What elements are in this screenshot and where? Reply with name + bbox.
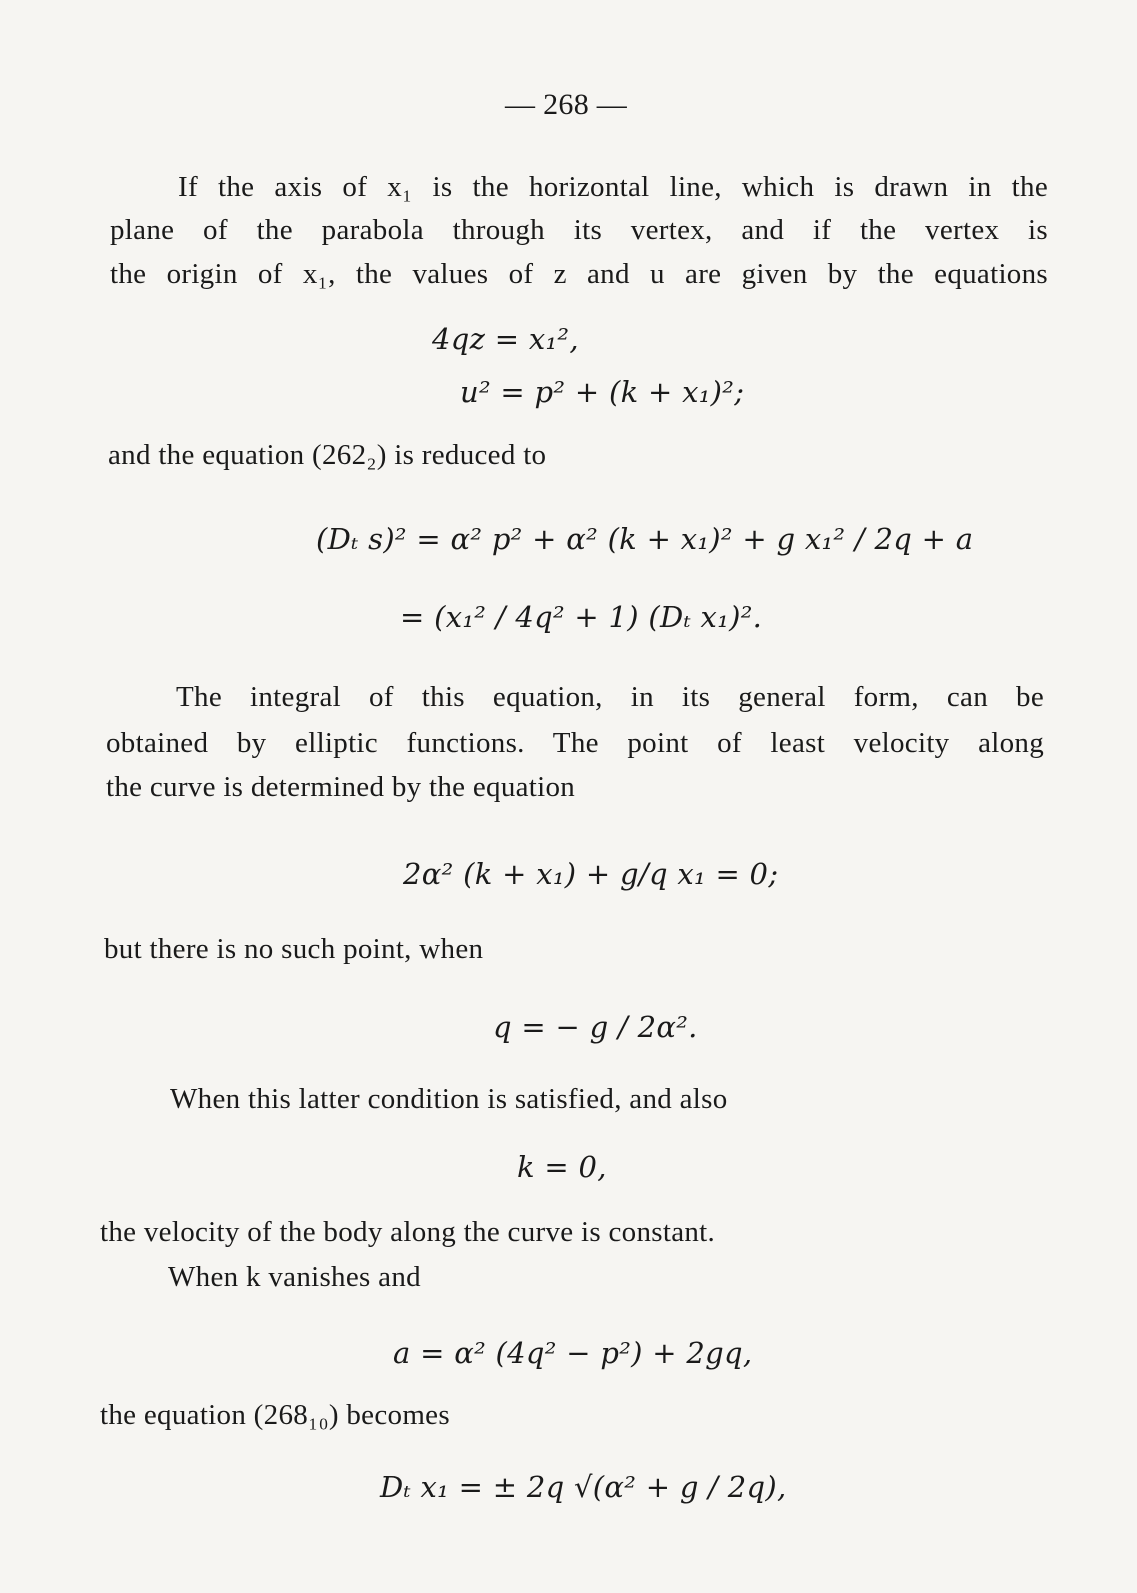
equation: (Dₜ s)² = α² p² + α² (k + x₁)² + g x₁² / 2q + a (316, 522, 974, 556)
equation: q = − g / 2α². (493, 1010, 698, 1044)
equation: = (x₁² / 4q² + 1) (Dₜ x₁)². (400, 600, 763, 634)
equation: Dₜ x₁ = ± 2q √(α² + g / 2q), (380, 1470, 787, 1504)
paragraph-line: the curve is determined by the equation (106, 771, 576, 803)
paragraph-line: obtained by elliptic functions. The point of least velocity along (106, 727, 1044, 759)
paragraph-line: and the equation (262₂) is reduced to (108, 439, 547, 471)
page-number: — 268 — (505, 88, 628, 121)
paragraph-line: the equation (268₁₀) becomes (100, 1399, 450, 1431)
equation: 4qz = x₁², (432, 322, 579, 356)
paragraph-line: When k vanishes and (168, 1261, 421, 1293)
equation: 2α² (k + x₁) + g/q x₁ = 0; (403, 857, 779, 891)
paragraph-line: but there is no such point, when (104, 933, 484, 965)
paragraph-line: the origin of x₁, the values of z and u are given by the equations (110, 258, 1048, 290)
paragraph-line: the velocity of the body along the curve is constant. (100, 1216, 716, 1248)
paragraph-line: If the axis of x₁ is the horizontal line, which is drawn in the (178, 171, 1048, 203)
equation: u² = p² + (k + x₁)²; (460, 375, 745, 409)
paragraph-line: plane of the parabola through its vertex, and if the vertex is (110, 214, 1048, 246)
equation: k = 0, (517, 1150, 607, 1184)
paragraph-line: When this latter condition is satisfied, and also (170, 1083, 728, 1115)
paragraph-line: The integral of this equation, in its general form, can be (176, 681, 1044, 713)
equation: a = α² (4q² − p²) + 2gq, (393, 1336, 753, 1370)
